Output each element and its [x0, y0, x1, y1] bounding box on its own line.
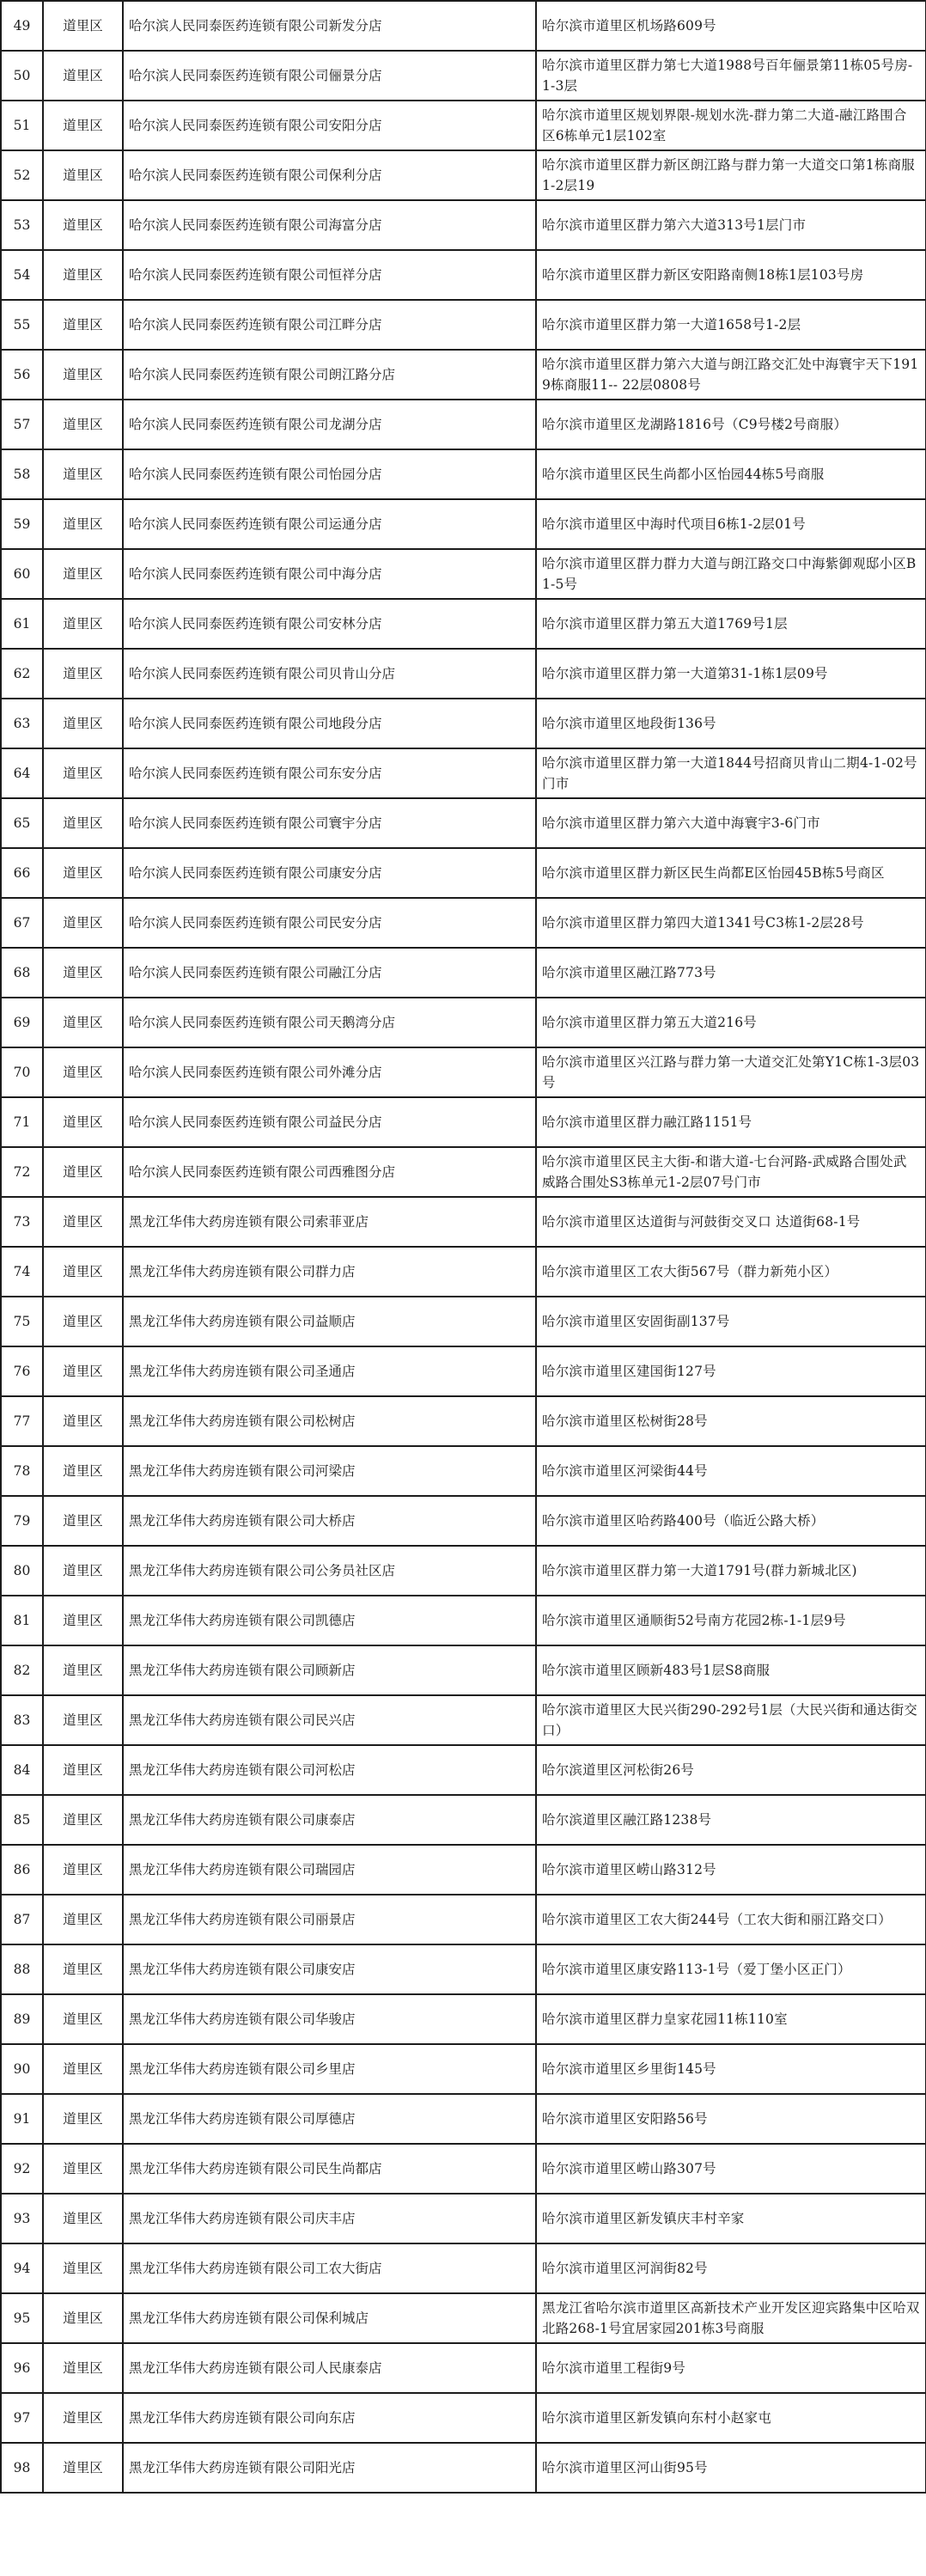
pharmacy-name-cell: 哈尔滨人民同泰医药连锁有限公司俪景分店	[123, 51, 536, 101]
table-row	[1, 1845, 926, 1895]
pharmacy-name-cell: 哈尔滨人民同泰医药连锁有限公司外滩分店	[123, 1047, 536, 1097]
table-row	[1, 2094, 926, 2144]
table-row	[1, 350, 926, 400]
pharmacy-name-cell: 黑龙江华伟大药房连锁有限公司圣通店	[123, 1346, 536, 1396]
row-number-cell: 67	[1, 898, 43, 948]
table-row	[1, 798, 926, 848]
address-cell: 哈尔滨市道里区哈药路400号（临近公路大桥）	[536, 1496, 926, 1546]
pharmacy-name-cell: 哈尔滨人民同泰医药连锁有限公司中海分店	[123, 549, 536, 599]
address-cell: 哈尔滨市道里区群力皇家花园11栋110室	[536, 1994, 926, 2044]
pharmacy-name-cell: 哈尔滨人民同泰医药连锁有限公司贝肯山分店	[123, 649, 536, 699]
table-row	[1, 848, 926, 898]
row-number-cell: 86	[1, 1845, 43, 1895]
row-number-cell: 87	[1, 1895, 43, 1944]
district-cell: 道里区	[43, 599, 123, 649]
table-row	[1, 2044, 926, 2094]
address-cell: 哈尔滨市道里区群力第一大道1658号1-2层	[536, 300, 926, 350]
pharmacy-name-cell: 黑龙江华伟大药房连锁有限公司向东店	[123, 2393, 536, 2443]
row-number-cell: 89	[1, 1994, 43, 2044]
address-cell: 哈尔滨市道里区群力融江路1151号	[536, 1097, 926, 1147]
address-cell: 哈尔滨市道里区民主大街-和谐大道-七台河路-武威路合围处武威路合围处S3栋单元1-2层07号门市	[536, 1147, 926, 1197]
table-row	[1, 1346, 926, 1396]
address-cell: 哈尔滨市道里区群力第七大道1988号百年俪景第11栋05号房-1-3层	[536, 51, 926, 101]
address-cell: 哈尔滨市道里区群力第四大道1341号C3栋1-2层28号	[536, 898, 926, 948]
address-cell: 哈尔滨市道里区安阳路56号	[536, 2094, 926, 2144]
row-number-cell: 82	[1, 1645, 43, 1695]
table-row	[1, 748, 926, 798]
pharmacy-name-cell: 哈尔滨人民同泰医药连锁有限公司东安分店	[123, 748, 536, 798]
district-cell: 道里区	[43, 898, 123, 948]
table-row	[1, 1, 926, 51]
district-cell: 道里区	[43, 649, 123, 699]
district-cell: 道里区	[43, 1745, 123, 1795]
pharmacy-name-cell: 黑龙江华伟大药房连锁有限公司河松店	[123, 1745, 536, 1795]
pharmacy-name-cell: 黑龙江华伟大药房连锁有限公司人民康泰店	[123, 2343, 536, 2393]
pharmacy-name-cell: 哈尔滨人民同泰医药连锁有限公司民安分店	[123, 898, 536, 948]
address-cell: 哈尔滨市道里区新发镇向东村小赵家屯	[536, 2393, 926, 2443]
table-row	[1, 699, 926, 748]
pharmacy-name-cell: 哈尔滨人民同泰医药连锁有限公司康安分店	[123, 848, 536, 898]
table-row	[1, 1047, 926, 1097]
district-cell: 道里区	[43, 449, 123, 499]
district-cell: 道里区	[43, 748, 123, 798]
row-number-cell: 85	[1, 1795, 43, 1845]
row-number-cell: 93	[1, 2194, 43, 2243]
table-row	[1, 649, 926, 699]
address-cell: 哈尔滨市道里区河山街95号	[536, 2443, 926, 2493]
table-row	[1, 948, 926, 998]
district-cell: 道里区	[43, 1247, 123, 1297]
pharmacy-name-cell: 哈尔滨人民同泰医药连锁有限公司恒祥分店	[123, 250, 536, 300]
district-cell: 道里区	[43, 1, 123, 51]
table-row	[1, 449, 926, 499]
address-cell: 哈尔滨市道里区河梁街44号	[536, 1446, 926, 1496]
address-cell: 哈尔滨市道里区机场路609号	[536, 1, 926, 51]
row-number-cell: 69	[1, 998, 43, 1047]
row-number-cell: 66	[1, 848, 43, 898]
table-row	[1, 1994, 926, 2044]
district-cell: 道里区	[43, 2293, 123, 2343]
district-cell: 道里区	[43, 1147, 123, 1197]
pharmacy-name-cell: 哈尔滨人民同泰医药连锁有限公司寰宇分店	[123, 798, 536, 848]
district-cell: 道里区	[43, 948, 123, 998]
pharmacy-name-cell: 黑龙江华伟大药房连锁有限公司工农大街店	[123, 2243, 536, 2293]
district-cell: 道里区	[43, 1546, 123, 1596]
address-cell: 哈尔滨市道里区新发镇庆丰村辛家	[536, 2194, 926, 2243]
row-number-cell: 75	[1, 1297, 43, 1346]
table-row	[1, 2393, 926, 2443]
district-cell: 道里区	[43, 2044, 123, 2094]
address-cell: 哈尔滨市道里区工农大街244号（工农大街和丽江路交口）	[536, 1895, 926, 1944]
row-number-cell: 63	[1, 699, 43, 748]
row-number-cell: 71	[1, 1097, 43, 1147]
table-row	[1, 998, 926, 1047]
address-cell: 哈尔滨市道里区群力第一大道第31-1栋1层09号	[536, 649, 926, 699]
district-cell: 道里区	[43, 1097, 123, 1147]
pharmacy-name-cell: 哈尔滨人民同泰医药连锁有限公司安阳分店	[123, 101, 536, 150]
district-cell: 道里区	[43, 150, 123, 200]
table-row	[1, 101, 926, 150]
pharmacy-name-cell: 哈尔滨人民同泰医药连锁有限公司西雅图分店	[123, 1147, 536, 1197]
row-number-cell: 54	[1, 250, 43, 300]
table-row	[1, 1795, 926, 1845]
row-number-cell: 58	[1, 449, 43, 499]
district-cell: 道里区	[43, 1496, 123, 1546]
address-cell: 哈尔滨市道里区群力第一大道1791号(群力新城北区)	[536, 1546, 926, 1596]
pharmacy-name-cell: 黑龙江华伟大药房连锁有限公司瑞园店	[123, 1845, 536, 1895]
pharmacy-name-cell: 黑龙江华伟大药房连锁有限公司庆丰店	[123, 2194, 536, 2243]
pharmacy-name-cell: 黑龙江华伟大药房连锁有限公司丽景店	[123, 1895, 536, 1944]
table-row	[1, 2243, 926, 2293]
row-number-cell: 56	[1, 350, 43, 400]
pharmacy-name-cell: 哈尔滨人民同泰医药连锁有限公司龙湖分店	[123, 400, 536, 449]
table-row	[1, 300, 926, 350]
row-number-cell: 97	[1, 2393, 43, 2443]
table-row	[1, 1645, 926, 1695]
table-row	[1, 1695, 926, 1745]
row-number-cell: 76	[1, 1346, 43, 1396]
table-row	[1, 2343, 926, 2393]
row-number-cell: 72	[1, 1147, 43, 1197]
row-number-cell: 73	[1, 1197, 43, 1247]
address-cell: 哈尔滨道里区河松街26号	[536, 1745, 926, 1795]
row-number-cell: 50	[1, 51, 43, 101]
address-cell: 哈尔滨市道里区松树街28号	[536, 1396, 926, 1446]
table-body	[1, 1, 926, 2493]
row-number-cell: 84	[1, 1745, 43, 1795]
table-row	[1, 2194, 926, 2243]
table-row	[1, 499, 926, 549]
table-row	[1, 1297, 926, 1346]
address-cell: 哈尔滨市道里区达道街与河鼓街交叉口 达道街68-1号	[536, 1197, 926, 1247]
pharmacy-name-cell: 哈尔滨人民同泰医药连锁有限公司海富分店	[123, 200, 536, 250]
pharmacy-name-cell: 哈尔滨人民同泰医药连锁有限公司融江分店	[123, 948, 536, 998]
pharmacy-name-cell: 哈尔滨人民同泰医药连锁有限公司运通分店	[123, 499, 536, 549]
row-number-cell: 88	[1, 1944, 43, 1994]
address-cell: 哈尔滨道里区融江路1238号	[536, 1795, 926, 1845]
address-cell: 哈尔滨市道里区群力新区朗江路与群力第一大道交口第1栋商服1-2层19	[536, 150, 926, 200]
table-row	[1, 250, 926, 300]
pharmacy-name-cell: 黑龙江华伟大药房连锁有限公司群力店	[123, 1247, 536, 1297]
table-row	[1, 549, 926, 599]
district-cell: 道里区	[43, 1396, 123, 1446]
district-cell: 道里区	[43, 1596, 123, 1645]
address-cell: 哈尔滨市道里区顾新483号1层S8商服	[536, 1645, 926, 1695]
district-cell: 道里区	[43, 1944, 123, 1994]
row-number-cell: 55	[1, 300, 43, 350]
address-cell: 哈尔滨市道里区通顺街52号南方花园2栋-1-1层9号	[536, 1596, 926, 1645]
district-cell: 道里区	[43, 1845, 123, 1895]
address-cell: 哈尔滨市道里区地段街136号	[536, 699, 926, 748]
row-number-cell: 64	[1, 748, 43, 798]
district-cell: 道里区	[43, 1446, 123, 1496]
table-row	[1, 2443, 926, 2493]
district-cell: 道里区	[43, 2194, 123, 2243]
row-number-cell: 59	[1, 499, 43, 549]
row-number-cell: 51	[1, 101, 43, 150]
pharmacy-name-cell: 哈尔滨人民同泰医药连锁有限公司江畔分店	[123, 300, 536, 350]
pharmacy-name-cell: 哈尔滨人民同泰医药连锁有限公司天鹅湾分店	[123, 998, 536, 1047]
row-number-cell: 83	[1, 1695, 43, 1745]
district-cell: 道里区	[43, 1795, 123, 1845]
address-cell: 哈尔滨市道里区河润街82号	[536, 2243, 926, 2293]
pharmacy-name-cell: 哈尔滨人民同泰医药连锁有限公司地段分店	[123, 699, 536, 748]
district-cell: 道里区	[43, 1047, 123, 1097]
row-number-cell: 90	[1, 2044, 43, 2094]
address-cell: 哈尔滨市道里区群力第六大道313号1层门市	[536, 200, 926, 250]
pharmacy-name-cell: 黑龙江华伟大药房连锁有限公司康安店	[123, 1944, 536, 1994]
address-cell: 哈尔滨市道里区群力第一大道1844号招商贝肯山二期4-1-02号门市	[536, 748, 926, 798]
pharmacy-name-cell: 哈尔滨人民同泰医药连锁有限公司保利分店	[123, 150, 536, 200]
district-cell: 道里区	[43, 250, 123, 300]
row-number-cell: 49	[1, 1, 43, 51]
district-cell: 道里区	[43, 51, 123, 101]
district-cell: 道里区	[43, 2243, 123, 2293]
table-row	[1, 1546, 926, 1596]
address-cell: 哈尔滨市道里区乡里街145号	[536, 2044, 926, 2094]
pharmacy-name-cell: 黑龙江华伟大药房连锁有限公司公务员社区店	[123, 1546, 536, 1596]
district-cell: 道里区	[43, 350, 123, 400]
district-cell: 道里区	[43, 1695, 123, 1745]
pharmacy-name-cell: 黑龙江华伟大药房连锁有限公司河梁店	[123, 1446, 536, 1496]
pharmacy-name-cell: 哈尔滨人民同泰医药连锁有限公司怡园分店	[123, 449, 536, 499]
address-cell: 黑龙江省哈尔滨市道里区高新技术产业开发区迎宾路集中区哈双北路268-1号宜居家园201栋3号商服	[536, 2293, 926, 2343]
table-row	[1, 1097, 926, 1147]
table-row	[1, 1446, 926, 1496]
district-cell: 道里区	[43, 2443, 123, 2493]
district-cell: 道里区	[43, 400, 123, 449]
address-cell: 哈尔滨市道里区中海时代项目6栋1-2层01号	[536, 499, 926, 549]
table-row	[1, 1745, 926, 1795]
pharmacy-name-cell: 黑龙江华伟大药房连锁有限公司民生尚都店	[123, 2144, 536, 2194]
pharmacy-name-cell: 哈尔滨人民同泰医药连锁有限公司益民分店	[123, 1097, 536, 1147]
table-row	[1, 200, 926, 250]
pharmacy-name-cell: 黑龙江华伟大药房连锁有限公司大桥店	[123, 1496, 536, 1546]
address-cell: 哈尔滨市道里工程街9号	[536, 2343, 926, 2393]
table-row	[1, 2144, 926, 2194]
pharmacy-name-cell: 黑龙江华伟大药房连锁有限公司松树店	[123, 1396, 536, 1446]
address-cell: 哈尔滨市道里区安固街副137号	[536, 1297, 926, 1346]
district-cell: 道里区	[43, 2343, 123, 2393]
row-number-cell: 96	[1, 2343, 43, 2393]
district-cell: 道里区	[43, 699, 123, 748]
district-cell: 道里区	[43, 1346, 123, 1396]
address-cell: 哈尔滨市道里区群力第五大道216号	[536, 998, 926, 1047]
row-number-cell: 79	[1, 1496, 43, 1546]
address-cell: 哈尔滨市道里区融江路773号	[536, 948, 926, 998]
address-cell: 哈尔滨市道里区群力第六大道中海寰宇3-6门市	[536, 798, 926, 848]
pharmacy-name-cell: 黑龙江华伟大药房连锁有限公司厚德店	[123, 2094, 536, 2144]
row-number-cell: 74	[1, 1247, 43, 1297]
district-cell: 道里区	[43, 549, 123, 599]
row-number-cell: 53	[1, 200, 43, 250]
district-cell: 道里区	[43, 2393, 123, 2443]
row-number-cell: 95	[1, 2293, 43, 2343]
address-cell: 哈尔滨市道里区工农大街567号（群力新苑小区）	[536, 1247, 926, 1297]
row-number-cell: 61	[1, 599, 43, 649]
address-cell: 哈尔滨市道里区崂山路307号	[536, 2144, 926, 2194]
table-row	[1, 51, 926, 101]
district-cell: 道里区	[43, 1994, 123, 2044]
table-row	[1, 898, 926, 948]
district-cell: 道里区	[43, 1197, 123, 1247]
address-cell: 哈尔滨市道里区崂山路312号	[536, 1845, 926, 1895]
pharmacy-name-cell: 哈尔滨人民同泰医药连锁有限公司安林分店	[123, 599, 536, 649]
pharmacy-name-cell: 黑龙江华伟大药房连锁有限公司民兴店	[123, 1695, 536, 1745]
table-row	[1, 1944, 926, 1994]
district-cell: 道里区	[43, 798, 123, 848]
pharmacy-name-cell: 黑龙江华伟大药房连锁有限公司凯德店	[123, 1596, 536, 1645]
row-number-cell: 52	[1, 150, 43, 200]
pharmacy-name-cell: 黑龙江华伟大药房连锁有限公司顾新店	[123, 1645, 536, 1695]
table-row	[1, 2293, 926, 2343]
row-number-cell: 94	[1, 2243, 43, 2293]
district-cell: 道里区	[43, 2144, 123, 2194]
address-cell: 哈尔滨市道里区建国街127号	[536, 1346, 926, 1396]
row-number-cell: 98	[1, 2443, 43, 2493]
pharmacy-name-cell: 黑龙江华伟大药房连锁有限公司阳光店	[123, 2443, 536, 2493]
address-cell: 哈尔滨市道里区群力群力大道与朗江路交口中海紫御观邸小区B1-5号	[536, 549, 926, 599]
district-cell: 道里区	[43, 300, 123, 350]
pharmacy-name-cell: 黑龙江华伟大药房连锁有限公司保利城店	[123, 2293, 536, 2343]
table-row	[1, 1895, 926, 1944]
address-cell: 哈尔滨市道里区大民兴街290-292号1层（大民兴街和通达街交口）	[536, 1695, 926, 1745]
address-cell: 哈尔滨市道里区群力新区安阳路南侧18栋1层103号房	[536, 250, 926, 300]
pharmacy-name-cell: 黑龙江华伟大药房连锁有限公司康泰店	[123, 1795, 536, 1845]
row-number-cell: 57	[1, 400, 43, 449]
table-row	[1, 599, 926, 649]
row-number-cell: 78	[1, 1446, 43, 1496]
pharmacy-name-cell: 黑龙江华伟大药房连锁有限公司华骏店	[123, 1994, 536, 2044]
table-row	[1, 150, 926, 200]
address-cell: 哈尔滨市道里区兴江路与群力第一大道交汇处第Y1C栋1-3层03号	[536, 1047, 926, 1097]
address-cell: 哈尔滨市道里区群力第五大道1769号1层	[536, 599, 926, 649]
row-number-cell: 65	[1, 798, 43, 848]
pharmacy-name-cell: 哈尔滨人民同泰医药连锁有限公司朗江路分店	[123, 350, 536, 400]
row-number-cell: 70	[1, 1047, 43, 1097]
address-cell: 哈尔滨市道里区规划界限-规划水洗-群力第二大道-融江路围合区6栋单元1层102室	[536, 101, 926, 150]
row-number-cell: 62	[1, 649, 43, 699]
address-cell: 哈尔滨市道里区康安路113-1号（爱丁堡小区正门）	[536, 1944, 926, 1994]
row-number-cell: 77	[1, 1396, 43, 1446]
table-row	[1, 1496, 926, 1546]
row-number-cell: 68	[1, 948, 43, 998]
row-number-cell: 91	[1, 2094, 43, 2144]
table-row	[1, 1247, 926, 1297]
district-cell: 道里区	[43, 2094, 123, 2144]
district-cell: 道里区	[43, 1645, 123, 1695]
pharmacy-name-cell: 黑龙江华伟大药房连锁有限公司索菲亚店	[123, 1197, 536, 1247]
row-number-cell: 81	[1, 1596, 43, 1645]
district-cell: 道里区	[43, 1297, 123, 1346]
district-cell: 道里区	[43, 998, 123, 1047]
pharmacy-name-cell: 黑龙江华伟大药房连锁有限公司益顺店	[123, 1297, 536, 1346]
row-number-cell: 80	[1, 1546, 43, 1596]
district-cell: 道里区	[43, 499, 123, 549]
table-row	[1, 1596, 926, 1645]
pharmacy-name-cell: 哈尔滨人民同泰医药连锁有限公司新发分店	[123, 1, 536, 51]
address-cell: 哈尔滨市道里区群力新区民生尚都E区怡园45B栋5号商区	[536, 848, 926, 898]
district-cell: 道里区	[43, 848, 123, 898]
table-row	[1, 1197, 926, 1247]
district-cell: 道里区	[43, 101, 123, 150]
address-cell: 哈尔滨市道里区群力第六大道与朗江路交汇处中海寰宇天下1919栋商服11-- 22层0808号	[536, 350, 926, 400]
district-cell: 道里区	[43, 1895, 123, 1944]
table-row	[1, 1147, 926, 1197]
table-row	[1, 1396, 926, 1446]
district-cell: 道里区	[43, 200, 123, 250]
row-number-cell: 60	[1, 549, 43, 599]
table-row	[1, 400, 926, 449]
address-cell: 哈尔滨市道里区龙湖路1816号（C9号楼2号商服）	[536, 400, 926, 449]
pharmacy-name-cell: 黑龙江华伟大药房连锁有限公司乡里店	[123, 2044, 536, 2094]
row-number-cell: 92	[1, 2144, 43, 2194]
address-cell: 哈尔滨市道里区民生尚都小区怡园44栋5号商服	[536, 449, 926, 499]
